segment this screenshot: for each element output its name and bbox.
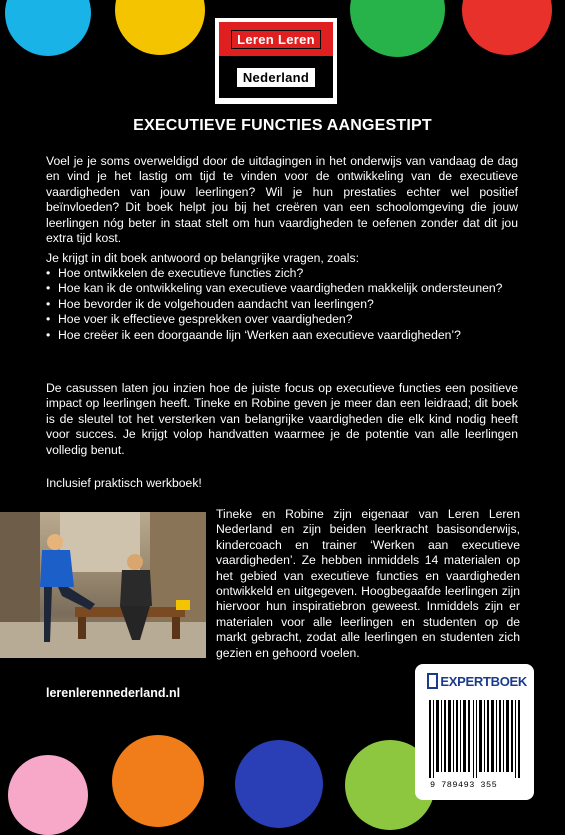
expertboek-logo (427, 670, 527, 692)
author-photo (0, 512, 206, 658)
cases-paragraph: De casussen laten jou inzien hoe de juiste focus op executieve functies een positieve impact op leerlingen heeft. Tineke en Robine geven je meer dan een leidraad; dit boek is de sleutel tot het versterken van belangrijke vaardigheden die elk kind nodig heeft voor succes. Je krijgt volop handvatten waarmee je de potentie van alle leerlingen volledig benut. (46, 381, 518, 457)
publisher-name: EXPERTBOEK (440, 673, 527, 689)
publisher-barcode-panel (415, 664, 534, 800)
questions-list (46, 266, 518, 343)
decorative-circle-red (462, 0, 552, 55)
decorative-circle-pink (8, 755, 88, 835)
list-item: • Hoe bevorder ik de volgehouden aandacht van leerlingen? (46, 297, 518, 312)
book-title: EXECUTIEVE FUNCTIES AANGESTIPT (133, 117, 432, 134)
decorative-circle-cyan (5, 0, 91, 56)
isbn-number: 9 789493 355 (430, 780, 498, 790)
list-item: • Hoe ontwikkelen de executieve functies zich? (46, 266, 518, 281)
author-bio: Tineke en Robine zijn eigenaar van Leren Leren Nederland en zijn beiden leerkracht basisonderwijs, kindercoach en trainer ‘Werken aan executieve vaardigheden’. Ze hebben inmiddels 14 materialen op het gebied van executieve functies en vaardigheden ontwikkeld en uitgegeven. Hoogbegaafde leerlingen zijn hiervoor hun inspiratiebron geweest. Inmiddels zijn er materialen voor alle leerlingen en studenten op de markt gebracht, zodat alle leerlingen en studenten zich gezien en gehoord voelen. (216, 507, 520, 660)
expertboek-mark-icon (427, 673, 438, 689)
list-item: • Hoe kan ik de ontwikkeling van executieve vaardigheden makkelijk ondersteunen? (46, 281, 518, 296)
list-item: • Hoe voer ik effectieve gesprekken over vaardigheden? (46, 312, 518, 327)
decorative-circle-blue (235, 740, 323, 828)
website-url[interactable]: lerenlerennederland.nl (46, 686, 181, 700)
logo-line2: Nederland (237, 68, 315, 87)
intro-paragraph: Voel je je soms overweldigd door de uitdagingen in het onderwijs van vandaag de dag en vind je het lastig om tijd te vinden voor de ontwikkeling van de executieve vaardigheden van jouw leerlingen? Wil je hun prestaties echter wel positief beïnvloeden? Dit boek helpt jou bij het creëren van een schoolomgeving die jouw leerlingen nóg beter in staat stelt om hun vaardigheden te oefenen zonder dat dit jou extra tijd kost. (46, 154, 518, 246)
decorative-circle-yellow (115, 0, 205, 55)
workbook-note: Inclusief praktisch werkboek! (46, 476, 202, 490)
barcode (429, 700, 525, 778)
decorative-circle-green (350, 0, 445, 57)
list-item: • Hoe creëer ik een doorgaande lijn ‘Werken aan executieve vaardigheden’? (46, 328, 518, 343)
leren-leren-logo (215, 18, 337, 104)
questions-intro: Je krijgt in dit boek antwoord op belangrijke vragen, zoals: (46, 251, 359, 265)
decorative-circle-orange (112, 735, 204, 827)
logo-line1: Leren Leren (231, 30, 321, 49)
